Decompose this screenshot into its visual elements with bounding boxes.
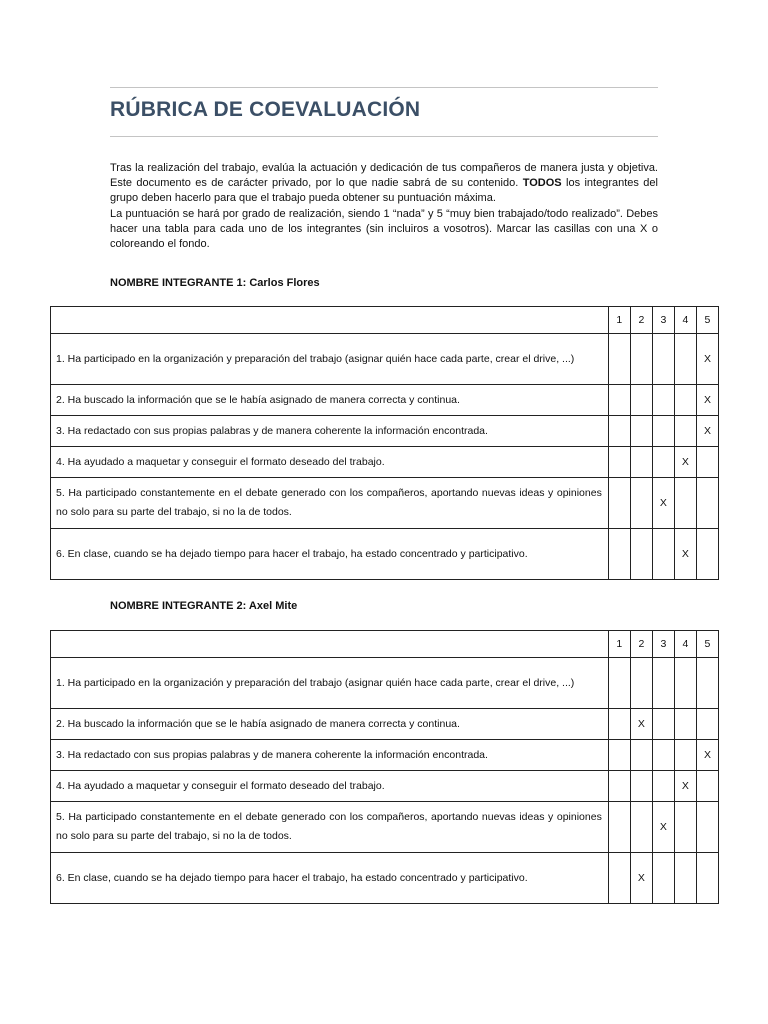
score-cell-5[interactable]: X — [696, 334, 718, 385]
score-cell-1[interactable] — [608, 740, 630, 771]
member-1-label: NOMBRE INTEGRANTE 1: Carlos Flores — [110, 277, 320, 289]
score-cell-3[interactable] — [652, 529, 674, 580]
score-cell-1[interactable] — [608, 529, 630, 580]
score-cell-3[interactable]: X — [652, 478, 674, 529]
score-cell-1[interactable] — [608, 658, 630, 709]
intro-sentence-1: Tras la realización del trabajo, evalúa la actuación y dedicación de tus compañeros de manera justa y objetiva. Este documento es de carácter privado, por lo que nadie sabrá de su contenido. — [110, 162, 658, 190]
score-cell-1[interactable] — [608, 385, 630, 416]
score-cell-4[interactable] — [674, 658, 696, 709]
score-cell-5[interactable] — [696, 771, 718, 802]
rubric-header-row — [51, 631, 719, 658]
member-2-rubric-table — [50, 630, 719, 904]
score-cell-1[interactable] — [608, 334, 630, 385]
criterion-row — [51, 771, 719, 802]
scale-header-3: 3 — [652, 307, 674, 334]
score-cell-3[interactable] — [652, 771, 674, 802]
score-cell-2[interactable] — [630, 740, 652, 771]
score-cell-4[interactable] — [674, 478, 696, 529]
criterion-text: 1. Ha participado en la organización y preparación del trabajo (asignar quién hace cada parte, crear el drive, ...) — [51, 334, 609, 385]
score-cell-2[interactable] — [630, 771, 652, 802]
criterion-text: 2. Ha buscado la información que se le había asignado de manera correcta y continua. — [51, 385, 609, 416]
criterion-row — [51, 385, 719, 416]
score-cell-2[interactable]: X — [630, 853, 652, 904]
score-cell-2[interactable]: X — [630, 709, 652, 740]
score-cell-3[interactable] — [652, 709, 674, 740]
score-cell-4[interactable] — [674, 740, 696, 771]
scale-header-5: 5 — [696, 307, 718, 334]
score-cell-3[interactable]: X — [652, 802, 674, 853]
criterion-row — [51, 334, 719, 385]
criterion-text: 2. Ha buscado la información que se le había asignado de manera correcta y continua. — [51, 709, 609, 740]
scale-header-4: 4 — [674, 631, 696, 658]
score-cell-2[interactable] — [630, 658, 652, 709]
score-cell-1[interactable] — [608, 802, 630, 853]
score-cell-5[interactable] — [696, 529, 718, 580]
criterion-text: 4. Ha ayudado a maquetar y conseguir el formato deseado del trabajo. — [51, 771, 609, 802]
score-cell-4[interactable] — [674, 416, 696, 447]
criterion-text: 5. Ha participado constantemente en el debate generado con los compañeros, aportando nuevas ideas y opiniones no solo para su parte del trabajo, si no la de todos. — [51, 478, 609, 529]
scale-header-5: 5 — [696, 631, 718, 658]
score-cell-2[interactable] — [630, 334, 652, 385]
criterion-row — [51, 853, 719, 904]
criterion-text: 6. En clase, cuando se ha dejado tiempo para hacer el trabajo, ha estado concentrado y participativo. — [51, 853, 609, 904]
score-cell-2[interactable] — [630, 802, 652, 853]
criterion-row — [51, 478, 719, 529]
score-cell-5[interactable]: X — [696, 416, 718, 447]
score-cell-4[interactable]: X — [674, 771, 696, 802]
score-cell-3[interactable] — [652, 658, 674, 709]
member-2-label: NOMBRE INTEGRANTE 2: Axel Mite — [110, 600, 298, 612]
criterion-text: 6. En clase, cuando se ha dejado tiempo para hacer el trabajo, ha estado concentrado y participativo. — [51, 529, 609, 580]
score-cell-2[interactable] — [630, 478, 652, 529]
criteria-header-cell — [51, 631, 609, 658]
scale-header-3: 3 — [652, 631, 674, 658]
title-rule — [110, 136, 658, 137]
criterion-text: 3. Ha redactado con sus propias palabras y de manera coherente la información encontrada. — [51, 416, 609, 447]
top-rule — [110, 87, 658, 88]
score-cell-3[interactable] — [652, 416, 674, 447]
score-cell-5[interactable] — [696, 478, 718, 529]
criterion-row — [51, 802, 719, 853]
score-cell-1[interactable] — [608, 709, 630, 740]
criterion-text: 1. Ha participado en la organización y preparación del trabajo (asignar quién hace cada parte, crear el drive, ...) — [51, 658, 609, 709]
score-cell-3[interactable] — [652, 853, 674, 904]
scale-header-2: 2 — [630, 631, 652, 658]
score-cell-4[interactable] — [674, 334, 696, 385]
intro-text — [110, 161, 658, 252]
criterion-text: 5. Ha participado constantemente en el debate generado con los compañeros, aportando nuevas ideas y opiniones no solo para su parte del trabajo, si no la de todos. — [51, 802, 609, 853]
score-cell-1[interactable] — [608, 478, 630, 529]
score-cell-3[interactable] — [652, 447, 674, 478]
score-cell-1[interactable] — [608, 771, 630, 802]
score-cell-2[interactable] — [630, 529, 652, 580]
score-cell-1[interactable] — [608, 853, 630, 904]
score-cell-2[interactable] — [630, 447, 652, 478]
scale-header-1: 1 — [608, 631, 630, 658]
score-cell-5[interactable]: X — [696, 740, 718, 771]
intro-scale-explanation: La puntuación se hará por grado de realización, siendo 1 “nada” y 5 “muy bien trabajado/todo realizado”. Debes hacer una tabla para cada uno de los integrantes (sin incluiros a vosotros). Marcar las casillas con una X o coloreando el fondo. — [110, 207, 658, 251]
score-cell-1[interactable] — [608, 447, 630, 478]
score-cell-3[interactable] — [652, 740, 674, 771]
score-cell-2[interactable] — [630, 416, 652, 447]
criteria-header-cell — [51, 307, 609, 334]
intro-emphasis: TODOS — [522, 177, 562, 190]
criterion-row — [51, 416, 719, 447]
score-cell-4[interactable] — [674, 802, 696, 853]
criterion-row — [51, 709, 719, 740]
score-cell-4[interactable]: X — [674, 529, 696, 580]
score-cell-2[interactable] — [630, 385, 652, 416]
score-cell-5[interactable] — [696, 658, 718, 709]
rubric-header-row — [51, 307, 719, 334]
criterion-row — [51, 529, 719, 580]
page-title: RÚBRICA DE COEVALUACIÓN — [110, 98, 421, 121]
score-cell-4[interactable] — [674, 853, 696, 904]
score-cell-4[interactable] — [674, 709, 696, 740]
criterion-text: 3. Ha redactado con sus propias palabras y de manera coherente la información encontrada. — [51, 740, 609, 771]
score-cell-5[interactable] — [696, 447, 718, 478]
score-cell-1[interactable] — [608, 416, 630, 447]
score-cell-3[interactable] — [652, 385, 674, 416]
criterion-row — [51, 658, 719, 709]
score-cell-5[interactable] — [696, 802, 718, 853]
score-cell-5[interactable]: X — [696, 385, 718, 416]
criterion-row — [51, 447, 719, 478]
score-cell-4[interactable] — [674, 385, 696, 416]
criterion-row — [51, 740, 719, 771]
criterion-text: 4. Ha ayudado a maquetar y conseguir el formato deseado del trabajo. — [51, 447, 609, 478]
scale-header-4: 4 — [674, 307, 696, 334]
score-cell-4[interactable]: X — [674, 447, 696, 478]
intro-sentence-2: los integrantes del grupo deben hacerlo para que el trabajo pueda obtener su puntuación máxima. — [110, 177, 658, 205]
score-cell-5[interactable] — [696, 709, 718, 740]
scale-header-2: 2 — [630, 307, 652, 334]
score-cell-5[interactable] — [696, 853, 718, 904]
scale-header-1: 1 — [608, 307, 630, 334]
score-cell-3[interactable] — [652, 334, 674, 385]
member-1-rubric-table — [50, 306, 719, 580]
